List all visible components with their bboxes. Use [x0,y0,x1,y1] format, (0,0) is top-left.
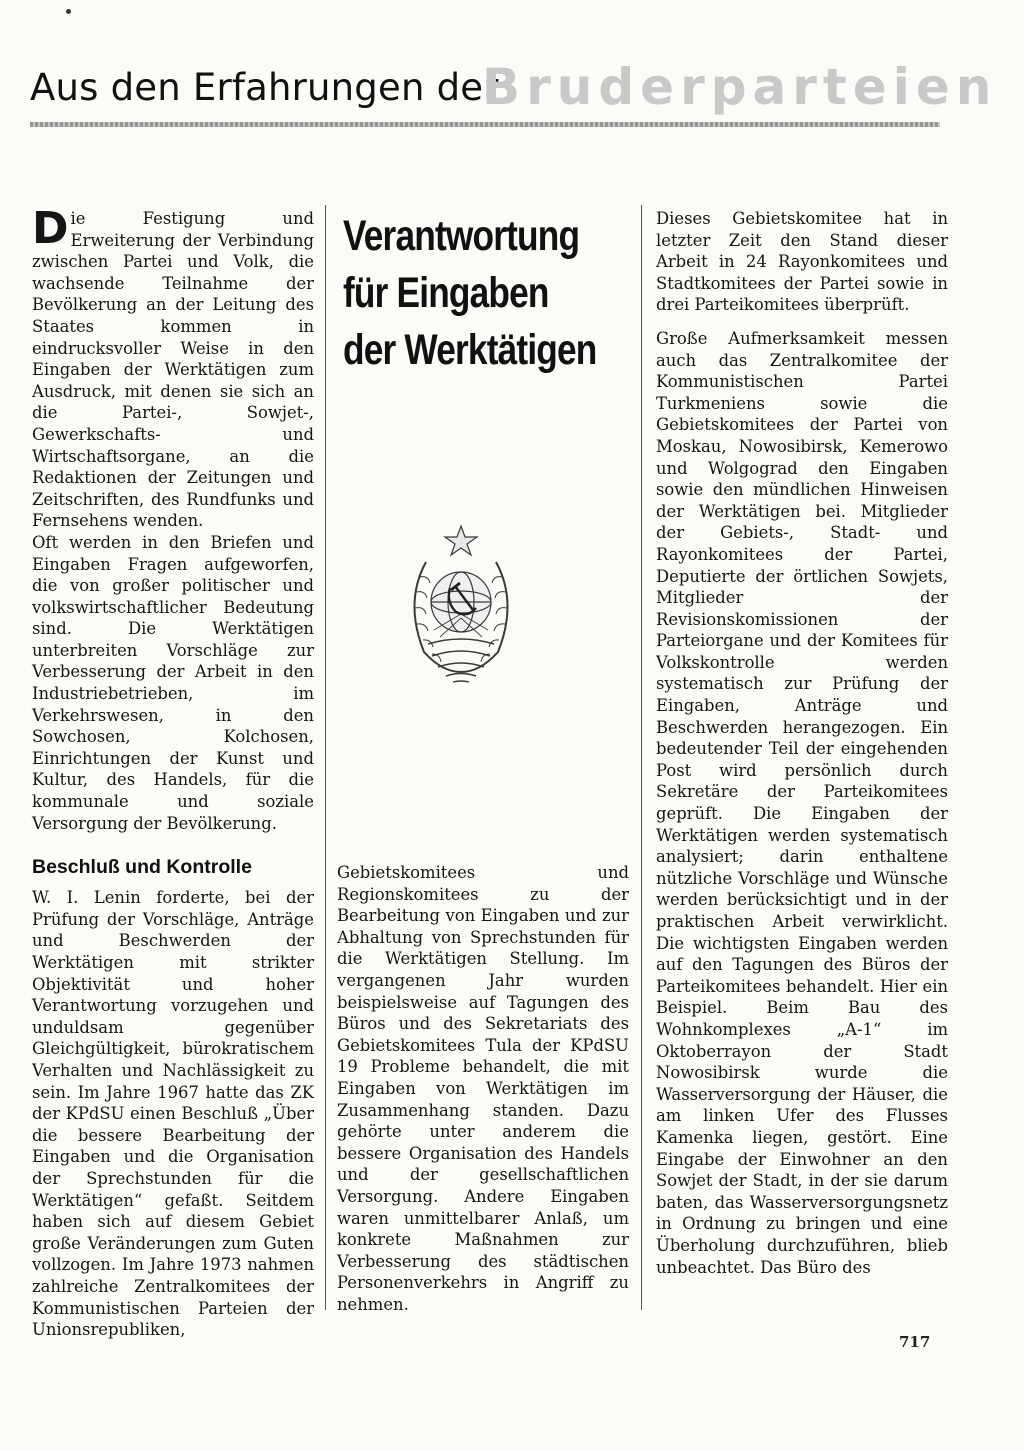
column-1 [32,203,314,1341]
paragraph: W. I. Lenin forderte, bei der Prüfung der Vorschläge, Anträge und Beschwerden der Werktätigen mit strikter Objektivität und hoher Verantwortung vorzugehen und unduldsam gegenüber Gleichgültigkeit, bürokratischem Verhalten und Nachlässigkeit zu sein. Im Jahre 1967 hatte das ZK der KPdSU einen Beschluß „Über die bessere Bearbeitung der Eingaben und die Organisation der Sprechstunden für die Werktätigen“ gefaßt. Seitdem haben sich auf diesem Gebiet große Veränderungen zum Guten vollzogen. Im Jahre 1973 nahmen zahlreiche Zentralkomitees der Kommunistischen Parteien der Unionsrepubliken, [32,888,314,1340]
print-speck [66,9,71,14]
paragraph [32,203,314,532]
section-header-part1: Aus den Erfahrungen der [30,66,499,109]
subheading: Beschluß und Kontrolle [32,856,252,879]
paragraph: Oft werden in den Briefen und Eingaben Fragen aufgeworfen, die von großer politischer und volkswirtschaftlicher Bedeutung sind. Die Werktätigen unterbreiten Vorschläge zur Verbesserung der Arbeit in den Industriebetrieben, im Verkehrswesen, in den Sowchosen, Kolchosen, Einrichtungen der Kunst und Kultur, des Handels, für die kommunale und soziale Versorgung der Bevölkerung. [32,532,314,833]
article-headline [343,208,597,379]
column-divider [325,205,326,1310]
headline-line: für Eingaben [343,269,549,317]
column-3 [656,208,948,1278]
column-2 [337,862,629,1315]
paragraph: Dieses Gebietskomitee hat in letzter Zeit den Stand dieser Arbeit in 24 Rayonkomitees und Stadtkomitees der Partei sowie in drei Parteikomitees überprüft. [656,209,948,315]
paragraph: Große Aufmerksamkeit messen auch das Zentralkomitee der Kommunistischen Partei Turkmeniens sowie die Gebietskomitees der Partei von Moskau, Nowosibirsk, Kemerowo und Wolgograd den Eingaben sowie den mündlichen Hinweisen der Werktätigen bei. Mitglieder der Gebiets-, Stadt- und Rayonkomitees der Partei, Deputierte der örtlichen Sowjets, Mitglieder der Revisionskomissionen der Parteiorgane und der Komitees für Volkskontrolle werden systematisch zur Prüfung der Eingaben, Anträge und Beschwerden herangezogen. Ein bedeutender Teil der eingehenden Post wird persönlich durch Sekretäre der Parteikomitees geprüft. Die Eingaben der Werktätigen werden systematisch analysiert; darin enthaltene nützliche Vorschläge und Wünsche werden berücksichtigt und in der praktischen Arbeit verwirklicht. Die wichtigsten Eingaben werden auf den Tagungen des Büros der Parteikomitees behandelt. Hier ein Beispiel. Beim Bau des Wohnkomplexes „A-1“ im Oktoberrayon der Stadt Nowosibirsk wurde die Wasserversorgung der Häuser, die am linken Ufer des Flusses Kamenka liegen, gestört. Eine Eingabe der Einwohner an den Sowjet der Stadt, in der sie darum baten, das Wasserversorgungsnetz in Ordnung zu bringen und eine Überholung durchzuführen, blieb unbeachtet. Das Büro des [656,328,948,1277]
soviet-emblem-icon [398,522,524,690]
header-rule [30,122,940,127]
column-divider [641,205,642,1310]
section-header [30,58,998,118]
headline-line: der Werktätigen [343,326,597,374]
paragraph-text: ie Festigung und Erweiterung der Verbindung zwischen Partei und Volk, die wachsende Teilnahme der Bevölkerung an der Leitung des Staates kommen in eindrucksvoller Weise in den Eingaben der Werktätigen zum Ausdruck, mit denen sie sich an die Partei-, Sowjet-, Gewerkschafts- und Wirtschaftsorgane, an die Redaktionen der Zeitungen und Zeitschriften, des Rundfunks und Fernsehens wenden. [32,209,314,531]
headline-line: Verantwortung [343,212,580,260]
page-number: 717 [899,1333,931,1351]
drop-cap: D [32,203,69,254]
paragraph: Gebietskomitees und Regionskomitees zu der Bearbeitung von Eingaben und zur Abhaltung von Sprechstunden für die Werktätigen Stellung. Im vergangenen Jahr wurden beispielsweise auf Tagungen des Büros und des Sekretariats des Gebietskomitees Tula der KPdSU 19 Probleme behandelt, die mit Eingaben von Werktätigen im Zusammenhang standen. Dazu gehörte unter anderem die bessere Organisation des Handels und der gesellschaftlichen Versorgung. Andere Eingaben waren unmittelbarer Anlaß, um konkrete Maßnahmen zur Verbesserung des städtischen Personenverkehrs in Angriff zu nehmen. [337,863,629,1314]
section-header-part2: Bruderparteien [482,58,998,116]
